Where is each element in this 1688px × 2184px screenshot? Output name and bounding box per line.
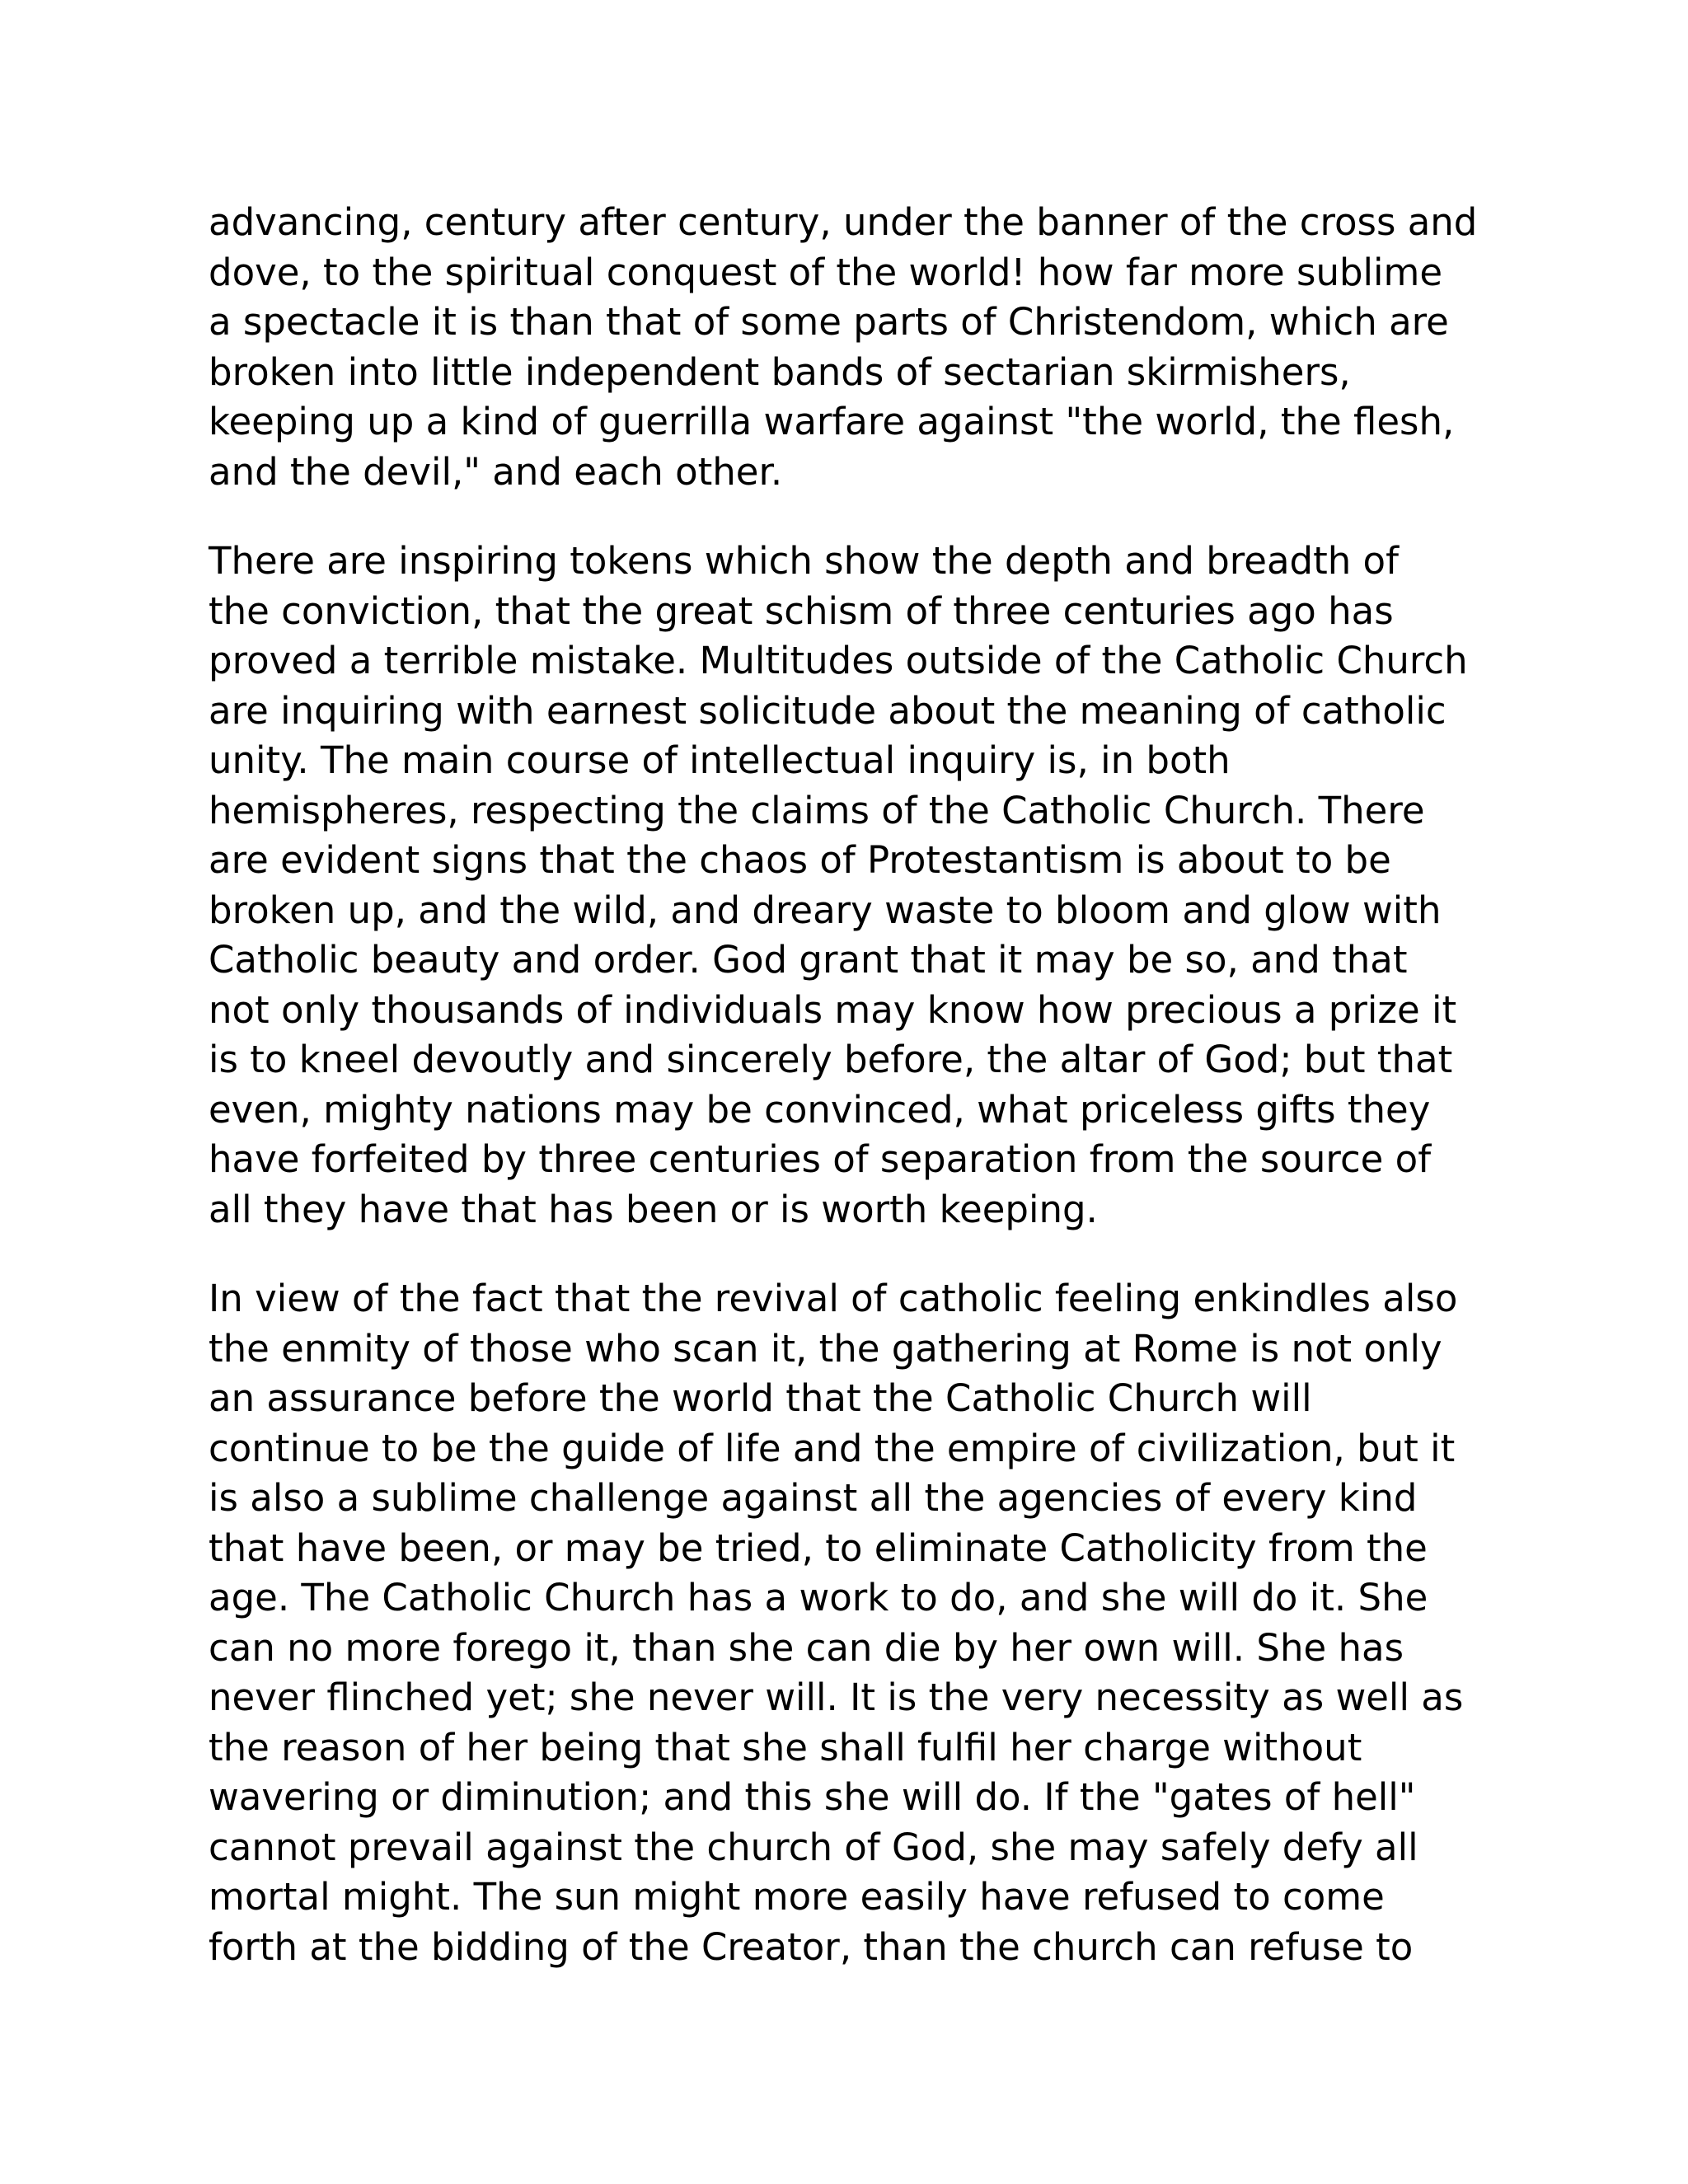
text-line: that have been, or may be tried, to eliminate Catholicity from the: [209, 1526, 1428, 1570]
paragraph-2: [209, 537, 1470, 1235]
text-line: broken up, and the wild, and dreary waste to bloom and glow with: [209, 888, 1442, 932]
text-line: a spectacle it is than that of some parts of Christendom, which are: [209, 300, 1449, 344]
text-line: keeping up a kind of guerrilla warfare against "the world, the flesh,: [209, 400, 1455, 443]
text-line: the conviction, that the great schism of three centuries ago has: [209, 588, 1394, 633]
text-line: have forfeited by three centuries of separation from the source of: [209, 1137, 1432, 1181]
text-line: is also a sublime challenge against all the agencies of every kind: [209, 1476, 1418, 1520]
text-line: not only thousands of individuals may know how precious a prize it: [209, 987, 1457, 1032]
text-line: can no more forego it, than she can die by her own will. She has: [209, 1625, 1404, 1670]
document-page: [209, 198, 1478, 2012]
text-line: and the devil," and each other.: [209, 449, 783, 494]
text-line: forth at the bidding of the Creator, than the church can refuse to: [209, 1924, 1414, 1969]
text-line: is to kneel devoutly and sincerely before, the altar of God; but that: [209, 1038, 1453, 1081]
text-line: proved a terrible mistake. Multitudes outside of the Catholic Church: [209, 639, 1468, 682]
text-line: the enmity of those who scan it, the gathering at Rome is not only: [209, 1326, 1442, 1371]
text-line: the reason of her being that she shall fulfil her charge without: [209, 1725, 1362, 1769]
text-line: broken into little independent bands of sectarian skirmishers,: [209, 349, 1351, 394]
text-line: dove, to the spiritual conquest of the world! how far more sublime: [209, 250, 1443, 294]
text-line: continue to be the guide of life and the empire of civilization, but it: [209, 1426, 1456, 1470]
text-line: mortal might. The sun might more easily have refused to come: [209, 1875, 1385, 1919]
text-line: are inquiring with earnest solicitude about the meaning of catholic: [209, 688, 1447, 733]
text-line: age. The Catholic Church has a work to do, and she will do it. She: [209, 1576, 1428, 1619]
text-line: In view of the fact that the revival of catholic feeling enkindles also: [209, 1277, 1458, 1320]
text-line: Catholic beauty and order. God grant that it may be so, and that: [209, 938, 1408, 982]
text-line: cannot prevail against the church of God, she may safely defy all: [209, 1825, 1418, 1869]
text-line: advancing, century after century, under the banner of the cross and: [209, 200, 1478, 244]
text-line: wavering or diminution; and this she will do. If the "gates of hell": [209, 1775, 1416, 1819]
text-line: never flinched yet; she never will. It is the very necessity as well as: [209, 1675, 1464, 1719]
text-line: even, mighty nations may be convinced, what priceless gifts they: [209, 1087, 1431, 1132]
text-line: hemispheres, respecting the claims of the Catholic Church. There: [209, 788, 1425, 832]
text-line: There are inspiring tokens which show the depth and breadth of: [209, 539, 1399, 583]
text-line: all they have that has been or is worth keeping.: [209, 1187, 1098, 1231]
paragraph-3: [209, 1274, 1470, 1972]
text-line: unity. The main course of intellectual inquiry is, in both: [209, 738, 1231, 782]
text-line: an assurance before the world that the Catholic Church will: [209, 1376, 1312, 1420]
paragraph-1: [209, 198, 1478, 497]
text-line: are evident signs that the chaos of Protestantism is about to be: [209, 838, 1391, 882]
